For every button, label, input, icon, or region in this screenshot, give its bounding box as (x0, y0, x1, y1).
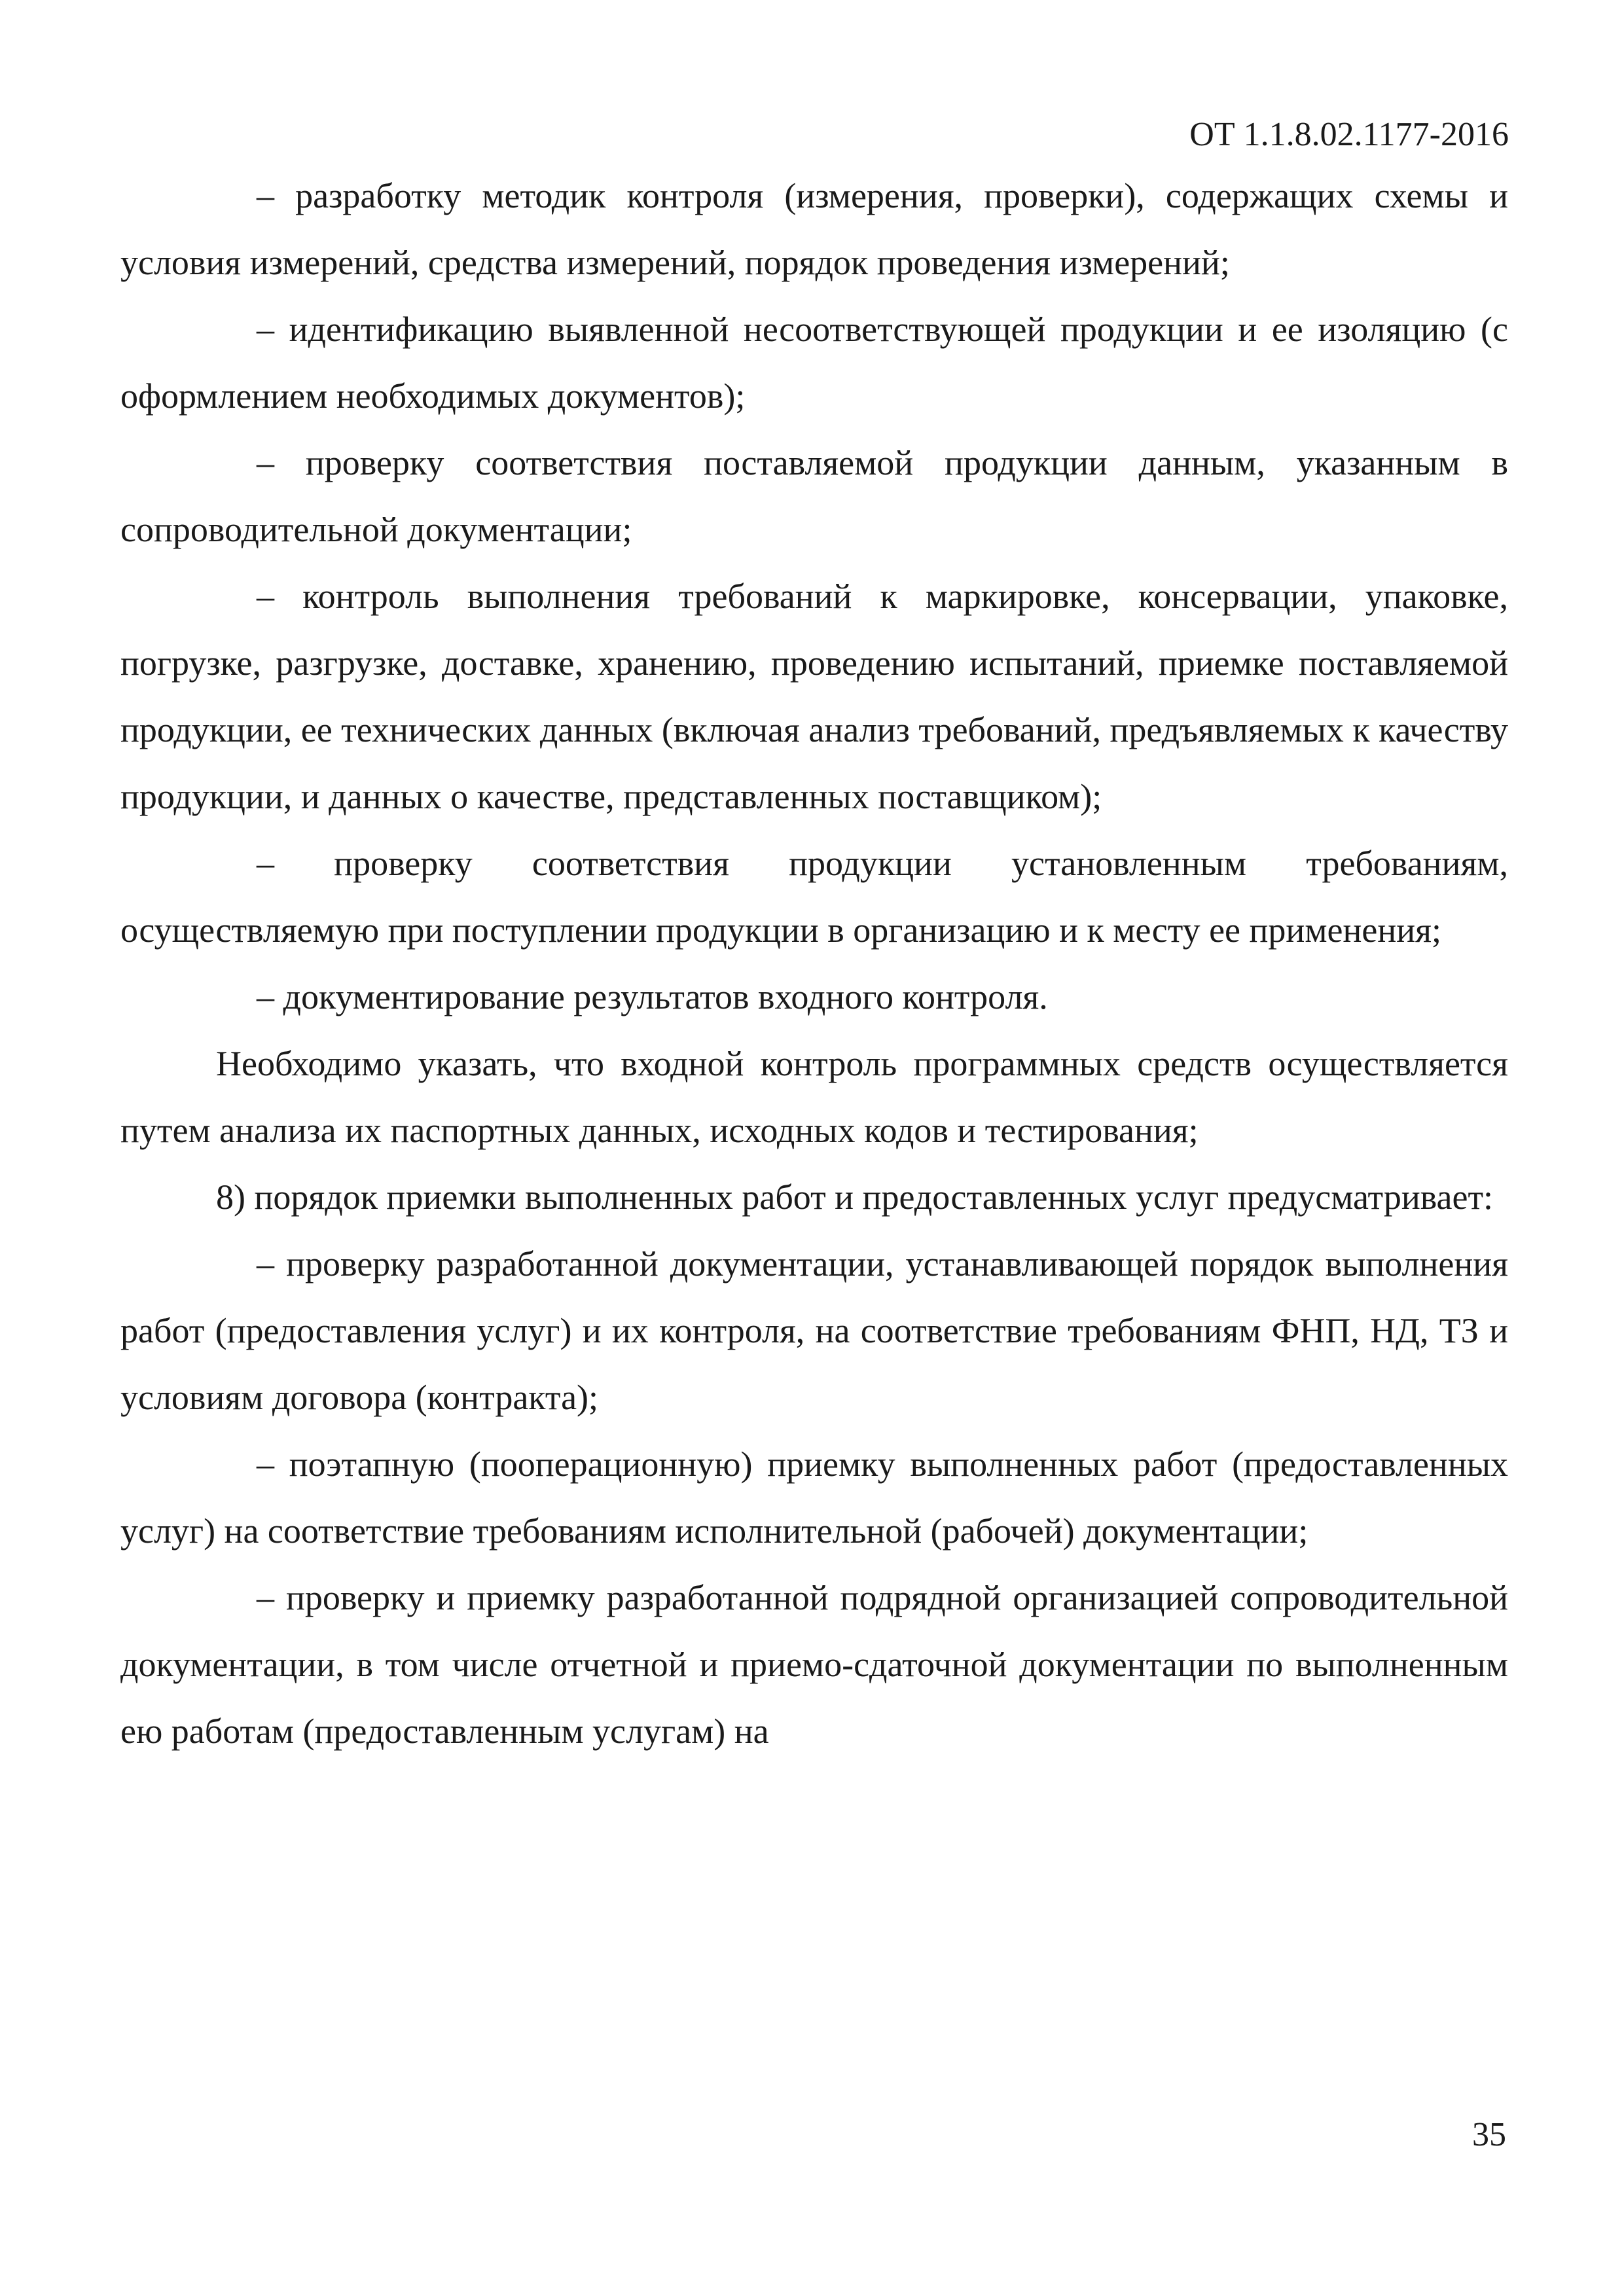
paragraph-software-control: Необходимо указать, что входной контроль программных средств осуществляется путем анализа их паспортных данных, исходных кодов и тестирования; (120, 1044, 1508, 1150)
paragraph-product-check: – проверку соответствия продукции установленным требованиям, осуществляемую при поступлении продукции в организацию и к месту ее применения; (120, 844, 1508, 950)
paragraph-documentation-check: – проверку разработанной документации, устанавливающей порядок выполнения работ (предоставления услуг) и их контроля, на соответствие требованиям ФНП, НД, ТЗ и условиям договора (контракта); (120, 1244, 1508, 1417)
paragraph-documenting: – документирование результатов входного контроля. (257, 977, 1048, 1016)
paragraph-staged-acceptance: – поэтапную (пооперационную) приемку выполненных работ (предоставленных услуг) на соответствие требованиям исполнительной (рабочей) документации; (120, 1444, 1508, 1551)
paragraph-control-methods: – разработку методик контроля (измерения, проверки), содержащих схемы и условия измерений, средства измерений, порядок проведения измерений; (120, 176, 1508, 282)
paragraph-contractor-docs: – проверку и приемку разработанной подрядной организацией сопроводительной документации, в том числе отчетной и приемо-сдаточной документации по выполненным ею работам (предоставленным услугам) на (120, 1578, 1508, 1751)
page-number: 35 (1472, 2116, 1506, 2153)
document-code: ОТ 1.1.8.02.1177-2016 (1189, 116, 1509, 153)
paragraph-requirements-control: – контроль выполнения требований к маркировке, консервации, упаковке, погрузке, разгрузке, доставке, хранению, проведению испытаний, приемке поставляемой продукции, ее технических данных (включая анализ требований, предъявляемых к качеству продукции, и данных о качестве, представленных поставщиком); (120, 577, 1509, 816)
document-body (120, 162, 1508, 1765)
paragraph-conformity-check: – проверку соответствия поставляемой продукции данным, указанным в сопроводительной документации; (120, 443, 1508, 549)
paragraph-identification: – идентификацию выявленной несоответствующей продукции и ее изоляцию (с оформлением необходимых документов); (120, 310, 1508, 416)
paragraph-acceptance-order: 8) порядок приемки выполненных работ и предоставленных услуг предусматривает: (216, 1177, 1494, 1217)
